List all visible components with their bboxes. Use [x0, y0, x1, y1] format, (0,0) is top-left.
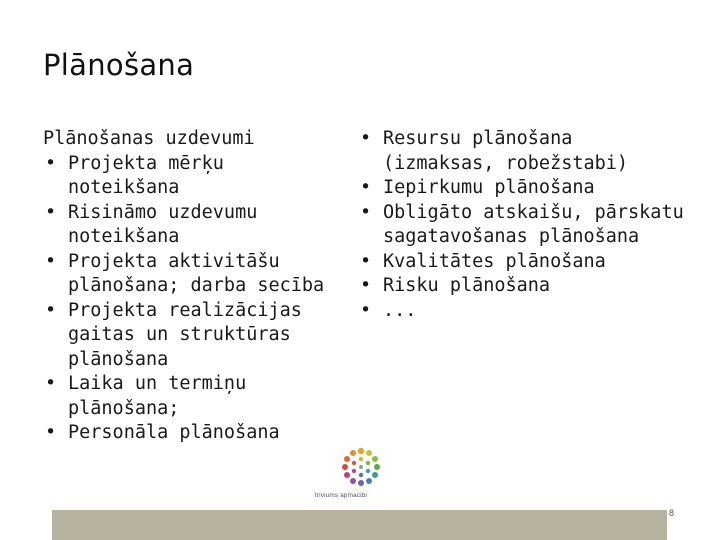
list-item-text: Laika un termiņu plānošana; — [68, 373, 247, 419]
bullet-icon: • — [45, 299, 57, 321]
left-column — [43, 127, 343, 446]
bullet-icon: • — [360, 128, 372, 149]
bullet-icon: • — [360, 299, 372, 321]
logo-text: triviums apmacibi — [315, 492, 367, 499]
bullet-icon: • — [45, 152, 57, 174]
bullet-icon: • — [360, 250, 372, 272]
list-item-text: Kvalitātes plānošana — [383, 250, 606, 272]
right-column — [358, 127, 688, 323]
list-item — [43, 250, 343, 299]
list-item-text: Projekta aktivitāšu plānošana; darba secība — [68, 250, 325, 296]
list-item — [43, 152, 343, 201]
list-item-text: Risināmo uzdevumu noteikšana — [68, 201, 258, 247]
left-bullet-list — [43, 152, 343, 446]
list-item — [358, 299, 688, 324]
left-heading: Plānošanas uzdevumi — [43, 128, 255, 149]
list-item — [358, 201, 688, 250]
list-item — [358, 176, 688, 201]
list-item-text: Resursu plānošana (izmaksas, robežstabi) — [383, 128, 629, 174]
list-item — [358, 274, 688, 299]
list-item — [43, 299, 343, 373]
bullet-icon: • — [360, 201, 372, 223]
bullet-icon: • — [45, 201, 57, 223]
list-item — [43, 372, 343, 421]
bullet-icon: • — [360, 275, 372, 296]
list-item-text: ... — [383, 299, 417, 321]
list-item-text: Personāla plānošana — [68, 422, 280, 443]
list-item — [358, 127, 688, 176]
slide-title: Plānošana — [43, 48, 195, 82]
list-item-text: Risku plānošana — [383, 275, 551, 296]
list-item-text: Projekta mērķu noteikšana — [68, 152, 224, 198]
list-item-text: Iepirkumu plānošana — [383, 177, 595, 198]
list-item-text: Obligāto atskaišu, pārskatu sagatavošanas plānošana — [383, 201, 684, 247]
right-bullet-list — [358, 127, 688, 323]
list-item — [358, 250, 688, 275]
bullet-icon: • — [45, 373, 57, 394]
bullet-icon: • — [45, 250, 57, 272]
page-number: 8 — [669, 508, 675, 518]
list-item-text: Projekta realizācijas gaitas un struktūras plānošana — [68, 299, 302, 370]
bullet-icon: • — [360, 177, 372, 198]
list-item — [43, 421, 343, 446]
list-item — [43, 201, 343, 250]
footer-bar — [52, 510, 667, 540]
bullet-icon: • — [45, 422, 57, 443]
